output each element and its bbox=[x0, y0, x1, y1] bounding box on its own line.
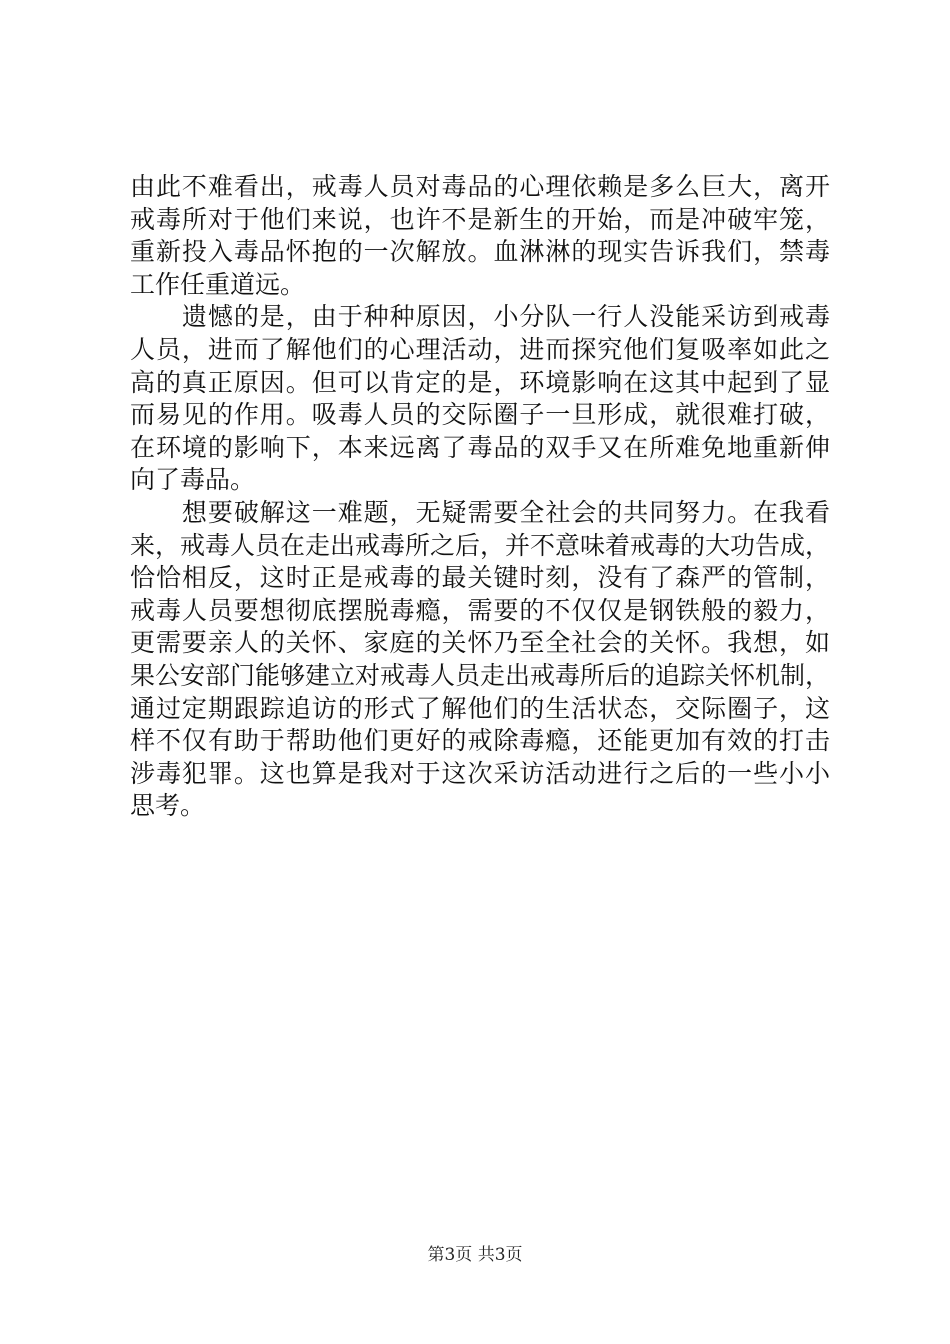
text-line: 更需要亲人的关怀、家庭的关怀乃至全社会的关怀。我想，如 bbox=[130, 628, 830, 658]
text-line: 样不仅有助于帮助他们更好的戒除毒瘾，还能更加有效的打击 bbox=[130, 726, 830, 756]
text-line: 而易见的作用。吸毒人员的交际圈子一旦形成，就很难打破， bbox=[130, 400, 830, 430]
text-line: 通过定期跟踪追访的形式了解他们的生活状态，交际圈子，这 bbox=[130, 693, 830, 723]
text-line: 向了毒品。 bbox=[130, 465, 256, 495]
text-line: 遗憾的是，由于种种原因，小分队一行人没能采访到戒毒 bbox=[130, 302, 830, 332]
text-line: 戒毒人员要想彻底摆脱毒瘾，需要的不仅仅是钢铁般的毅力， bbox=[130, 595, 830, 625]
text-line: 戒毒所对于他们来说，也许不是新生的开始，而是冲破牢笼， bbox=[130, 204, 830, 234]
text-line: 来，戒毒人员在走出戒毒所之后，并不意味着戒毒的大功告成， bbox=[130, 530, 831, 560]
paragraph bbox=[130, 497, 830, 823]
page-footer: 第3页 共3页 bbox=[427, 1245, 523, 1265]
paragraph bbox=[130, 301, 830, 497]
text-line: 人员，进而了解他们的心理活动，进而探究他们复吸率如此之 bbox=[130, 334, 830, 364]
text-line: 重新投入毒品怀抱的一次解放。血淋淋的现实告诉我们，禁毒 bbox=[130, 237, 830, 267]
text-line: 涉毒犯罪。这也算是我对于这次采访活动进行之后的一些小小 bbox=[130, 758, 830, 788]
text-line: 在环境的影响下，本来远离了毒品的双手又在所难免地重新伸 bbox=[130, 432, 830, 462]
text-line: 思考。 bbox=[130, 791, 206, 821]
text-line: 想要破解这一难题，无疑需要全社会的共同努力。在我看 bbox=[130, 497, 830, 527]
text-line: 高的真正原因。但可以肯定的是，环境影响在这其中起到了显 bbox=[130, 367, 830, 397]
text-line: 工作任重道远。 bbox=[130, 269, 306, 299]
text-line: 果公安部门能够建立对戒毒人员走出戒毒所后的追踪关怀机制， bbox=[130, 660, 831, 690]
text-line: 恰恰相反，这时正是戒毒的最关键时刻，没有了森严的管制， bbox=[130, 563, 830, 593]
text-line: 由此不难看出，戒毒人员对毒品的心理依赖是多么巨大，离开 bbox=[130, 172, 830, 201]
paragraph bbox=[130, 171, 830, 301]
body-text bbox=[130, 171, 830, 823]
